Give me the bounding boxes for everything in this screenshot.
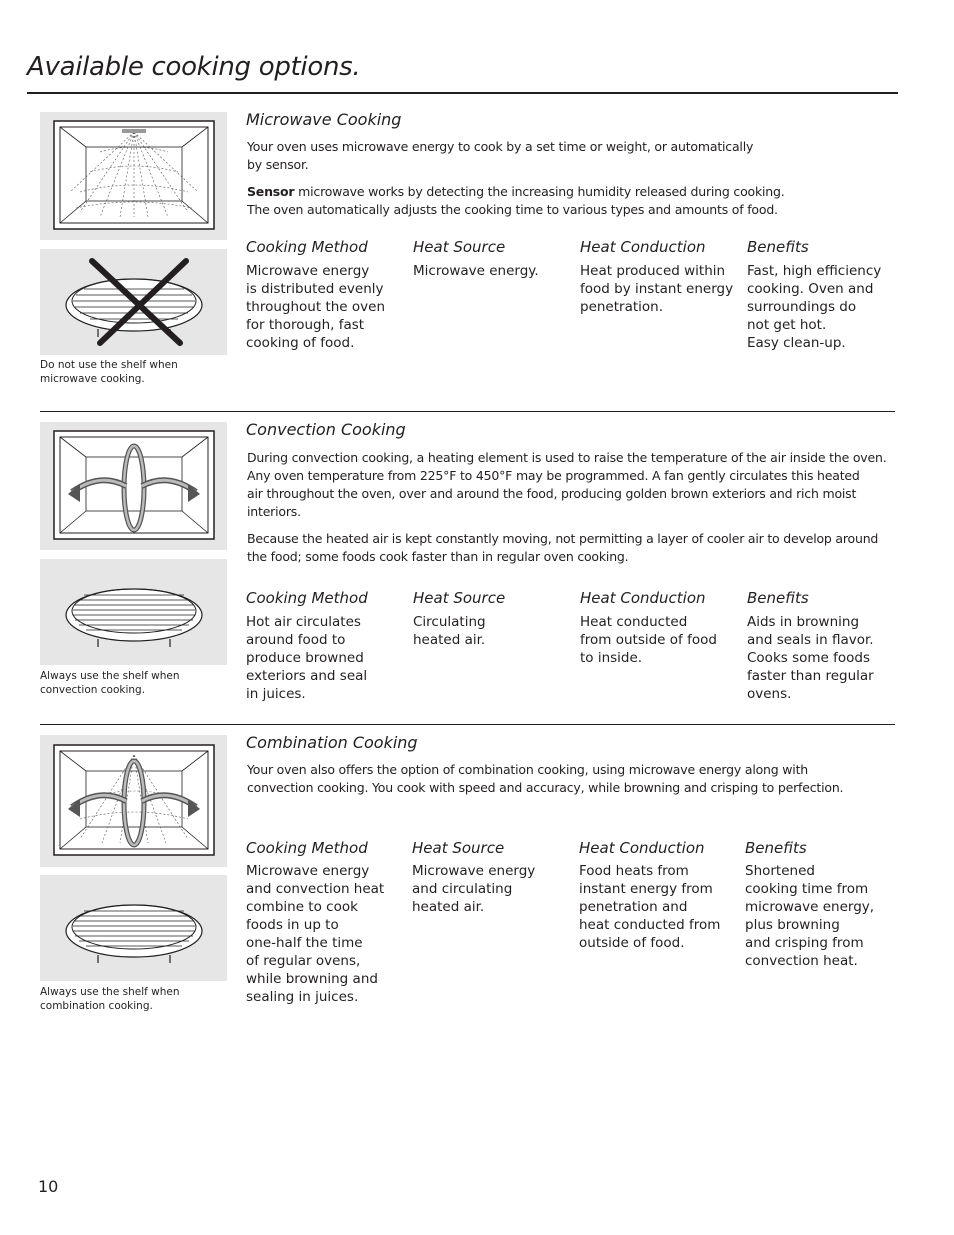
heat-source-heading: Heat Source <box>413 238 506 256</box>
title-rule <box>27 92 898 94</box>
sensor-term: Sensor <box>247 184 295 199</box>
cooking-method-text: Microwave energy and convection heat combine to cook foods in up to one-half the time of regular ovens, while browning and sealing in juices. <box>246 863 385 1005</box>
benefits-text: Shortened cooking time from microwave energy, plus browning and crisping from convection heat. <box>745 863 875 969</box>
heat-source-text: Microwave energy and circulating heated air. <box>412 863 536 915</box>
heat-conduction-heading: Heat Conduction <box>579 839 705 857</box>
combination-oven-illustration <box>40 735 227 867</box>
heat-source-heading: Heat Source <box>412 839 505 857</box>
section-paragraph-2: Because the heated air is kept constantly moving, not permitting a layer of cooler air to develop around the food; some foods cook faster than in regular oven cooking. <box>247 531 879 564</box>
cooking-method-heading: Cooking Method <box>246 238 368 256</box>
section-divider <box>40 411 895 412</box>
shelf-caption: Do not use the shelf when microwave cooking. <box>40 359 178 385</box>
heat-conduction-heading: Heat Conduction <box>580 238 706 256</box>
shelf-illustration <box>40 875 227 981</box>
heat-source-text: Microwave energy. <box>413 263 539 279</box>
cooking-method-text: Hot air circulates around food to produce browned exteriors and seal in juices. <box>246 614 368 702</box>
benefits-heading: Benefits <box>747 589 809 607</box>
section-title: Combination Cooking <box>246 733 418 752</box>
section-divider <box>40 724 895 725</box>
benefits-heading: Benefits <box>747 238 809 256</box>
cooking-method-text: Microwave energy is distributed evenly throughout the oven for thorough, fast cooking of food. <box>246 263 386 351</box>
section-title: Convection Cooking <box>246 420 406 439</box>
shelf-illustration <box>40 559 227 665</box>
cooking-method-heading: Cooking Method <box>246 589 368 607</box>
heat-conduction-heading: Heat Conduction <box>580 589 706 607</box>
benefits-text: Fast, high efficiency cooking. Oven and surroundings do not get hot. Easy clean-up. <box>747 263 882 351</box>
section-title: Microwave Cooking <box>246 110 402 129</box>
shelf-crossed-out-illustration <box>40 249 227 355</box>
shelf-caption: Always use the shelf when convection cooking. <box>40 670 180 696</box>
page-title: Available cooking options. <box>27 52 361 82</box>
shelf-caption: Always use the shelf when combination cooking. <box>40 986 180 1012</box>
section-paragraph: Your oven uses microwave energy to cook by a set time or weight, or automatically by sensor. <box>247 139 754 172</box>
sensor-description: microwave works by detecting the increasing humidity released during cooking. The oven automatically adjusts the cooking time to various types and amounts of food. <box>247 184 785 217</box>
heat-source-text: Circulating heated air. <box>413 614 486 648</box>
microwave-oven-illustration <box>40 112 227 240</box>
cooking-method-heading: Cooking Method <box>246 839 368 857</box>
section-paragraph: During convection cooking, a heating element is used to raise the temperature of the air inside the oven. Any oven temperature from 225°F to 450°F may be programmed. A fan gently circulates this heated air throughout the oven, over and around the food, producing golden brown exteriors and rich moist interiors. <box>247 450 887 519</box>
heat-conduction-text: Heat conducted from outside of food to inside. <box>580 614 717 666</box>
sensor-paragraph <box>247 183 785 219</box>
heat-source-heading: Heat Source <box>413 589 506 607</box>
heat-conduction-text: Food heats from instant energy from penetration and heat conducted from outside of food. <box>579 863 721 951</box>
page-number: 10 <box>38 1177 59 1196</box>
benefits-text: Aids in browning and seals in flavor. Cooks some foods faster than regular ovens. <box>747 614 874 702</box>
benefits-heading: Benefits <box>745 839 807 857</box>
section-paragraph: Your oven also offers the option of combination cooking, using microwave energy along with convection cooking. You cook with speed and accuracy, while browning and crisping to perfection. <box>247 762 844 795</box>
heat-conduction-text: Heat produced within food by instant energy penetration. <box>580 263 734 315</box>
convection-oven-illustration <box>40 422 227 550</box>
